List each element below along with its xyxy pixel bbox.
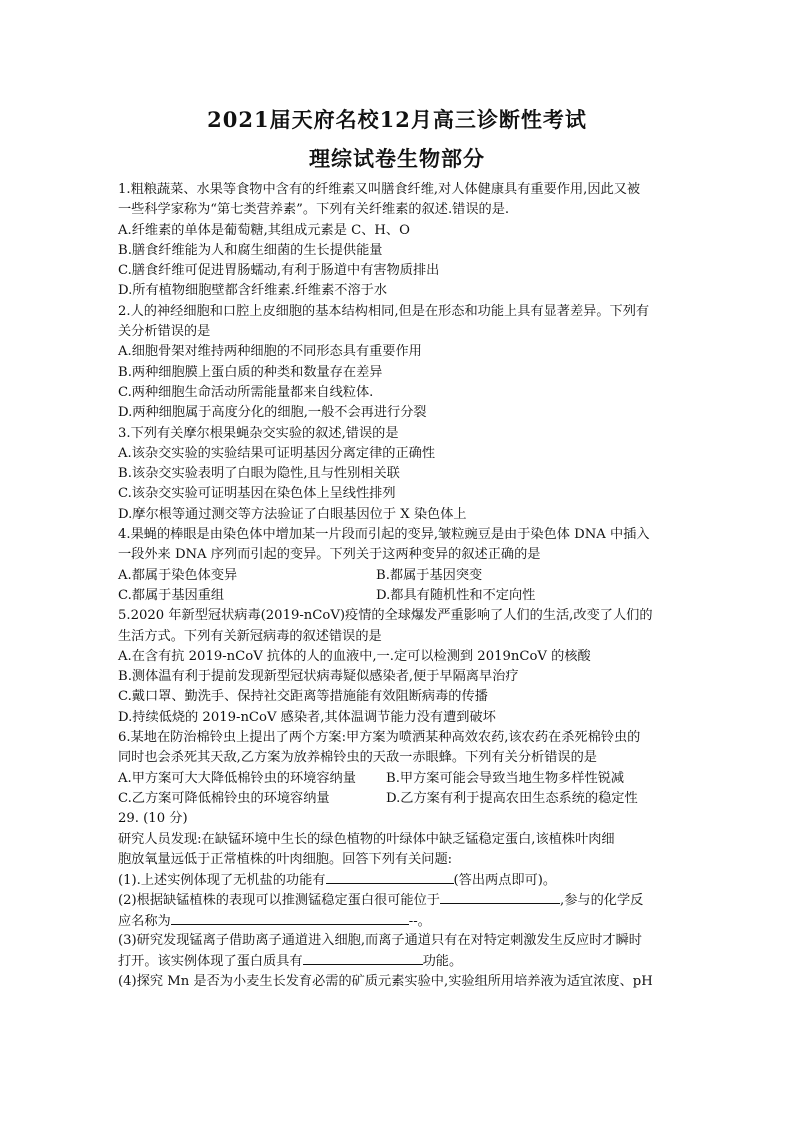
q29-part3-line2 [118,951,680,971]
q29-part1 [118,870,680,890]
q4-option-b: B.都属于基因突变 [376,567,483,583]
q29-part1-prefix: (1).上述实例体现了无机盐的功能有 [118,873,326,889]
q5-option-b: B.测体温有利于提前发现新型冠状病毒疑似感染者,便于早隔离早治疗 [118,669,519,685]
q6-option-c: C.乙方案可降低棉铃虫的环境容纳量 [118,790,330,806]
q3-option-c: C.该杂交实验可证明基因在染色体上呈线性排列 [118,486,396,502]
q6-options-row2 [118,789,680,809]
exam-title: 2021届天府名校12月高三诊断性考试 [207,107,587,132]
q29-part3-line1: (3)研究发现锰离子借助离子通道进入细胞,而离子通道只有在对特定刺激发生反应时才瞬时 [118,932,642,948]
q1-stem-line2: 一些科学家称为“第七类营养素”。下列有关纤维素的叙述.错误的是. [118,202,510,218]
q4-options-row2 [118,586,680,606]
q3-stem: 3.下列有关摩尔根果蝇杂交实验的叙述,错误的是 [118,425,399,441]
q4-option-a: A.都属于染色体变异 [118,567,238,583]
q29-part2-line1 [118,890,680,910]
q4-options-row1 [118,566,680,586]
q2-stem-line2: 关分析错误的是 [118,324,211,340]
q29-part2-line2-suffix: --。 [408,913,431,929]
q1-stem-line1: 1.粗粮蔬菜、水果等食物中含有的纤维素又叫膳食纤维,对人体健康具有重要作用,因此又被 [118,182,641,197]
q29-part2-blank1[interactable] [440,890,560,904]
exam-body [118,180,680,992]
q29-intro-line1: 研究人员发现:在缺锰环境中生长的绿色植物的叶绿体中缺乏锰稳定蛋白,该植株叶肉细 [118,831,615,847]
q1-option-a: A.纤维素的单体是葡萄糖,其组成元素是 C、H、O [118,222,410,238]
q6-stem-line2: 同时也会杀死其天敌,乙方案为放养棉铃虫的天敌一赤眼蜂。下列有关分析错误的是 [118,750,597,766]
q2-option-a: A.细胞骨架对维持两种细胞的不同形态具有重要作用 [118,344,422,360]
q29-part3-blank[interactable] [303,951,423,965]
q29-header: 29. (10 分) [118,811,188,827]
q29-part2-line2-prefix: 应名称为 [118,913,171,929]
q5-option-d: D.持续低烧的 2019-nCoV 感染者,其体温调节能力没有遭到破坏 [118,709,496,725]
q5-option-c: C.戴口罩、勤洗手、保持社交距离等措施能有效阻断病毒的传播 [118,689,488,705]
q4-option-c: C.都属于基因重组 [118,587,225,603]
q29-intro-line2: 胞放氧量远低于正常植株的叶肉细胞。回答下列有关问题: [118,851,453,867]
q5-option-a: A.在含有抗 2019-nCoV 抗体的人的血液中,一.定可以检测到 2019nCoV 的核酸 [118,648,591,664]
q4-stem-line2: 一段外来 DNA 序列而引起的变异。下列关于这两种变异的叙述正确的是 [118,547,541,563]
q2-stem-line1: 2.人的神经细胞和口腔上皮细胞的基本结构相同,但是在形态和功能上具有显著差异。下列有 [118,303,650,319]
q29-part1-blank[interactable] [326,870,454,884]
q3-option-b: B.该杂交实验表明了白眼为隐性,且与性别相关联 [118,466,400,482]
q2-option-d: D.两种细胞属于高度分化的细胞,一般不会再进行分裂 [118,405,427,421]
q6-option-d: D.乙方案有利于提高农田生态系统的稳定性 [386,790,638,806]
q29-part2-line2 [118,911,680,931]
q5-stem-line2: 生活方式。下列有关新冠病毒的叙述错误的是 [118,628,382,644]
q4-stem-line1: 4.果蝇的棒眼是由染色体中增加某一片段而引起的变异,皱粒豌豆是由于染色体 DNA 中插入 [118,527,650,543]
q2-option-b: B.两种细胞膜上蛋白质的种类和数量存在差异 [118,364,383,380]
q29-part1-suffix: (答出两点即可)。 [453,873,557,889]
q29-part2-mid: ,参与的化学反 [560,893,644,909]
q6-option-b: B.甲方案可能会导致当地生物多样性锐减 [386,770,625,786]
q1-option-b: B.膳食纤维能为人和腐生细菌的生长提供能量 [118,242,383,258]
q6-options-row1 [118,769,680,789]
q3-option-a: A.该杂交实验的实验结果可证明基因分离定律的正确性 [118,445,436,461]
q29-part2-blank2[interactable] [171,911,409,925]
q1-option-d: D.所有植物细胞壁都含纤维素.纤维素不溶于水 [118,283,388,299]
q29-part2-prefix: (2)根据缺锰植株的表现可以推测锰稳定蛋白很可能位于 [118,893,440,909]
q5-stem-line1: 5.2020 年新型冠状病毒(2019-nCoV)疫情的全球爆发严重影响了人们的生活,改变了人们的 [118,608,653,624]
q6-stem-line1: 6.某地在防治棉铃虫上提出了两个方案:甲方案为喷洒某种高效农药,该农药在杀死棉铃虫的 [118,730,641,746]
q1-option-c: C.膳食纤维可促进胃肠蠕动,有利于肠道中有害物质排出 [118,263,440,279]
q4-option-d: D.都具有随机性和不定向性 [376,587,536,603]
q29-part3-prefix: 打开。该实例体现了蛋白质具有 [118,954,303,970]
q29-part3-suffix: 功能。 [422,954,463,970]
q29-part4-line1: (4)探究 Mn 是否为小麦生长发育必需的矿质元素实验中,实验组所用培养液为适宜浓度、pH [118,973,653,989]
q2-option-c: C.两种细胞生命活动所需能量都来自线粒体. [118,384,374,400]
q3-option-d: D.摩尔根等通过测交等方法验证了白眼基因位于 X 染色体上 [118,506,467,522]
q6-option-a: A.甲方案可大大降低棉铃虫的环境容纳量 [118,770,356,786]
exam-subtitle: 理综试卷生物部分 [309,146,485,171]
